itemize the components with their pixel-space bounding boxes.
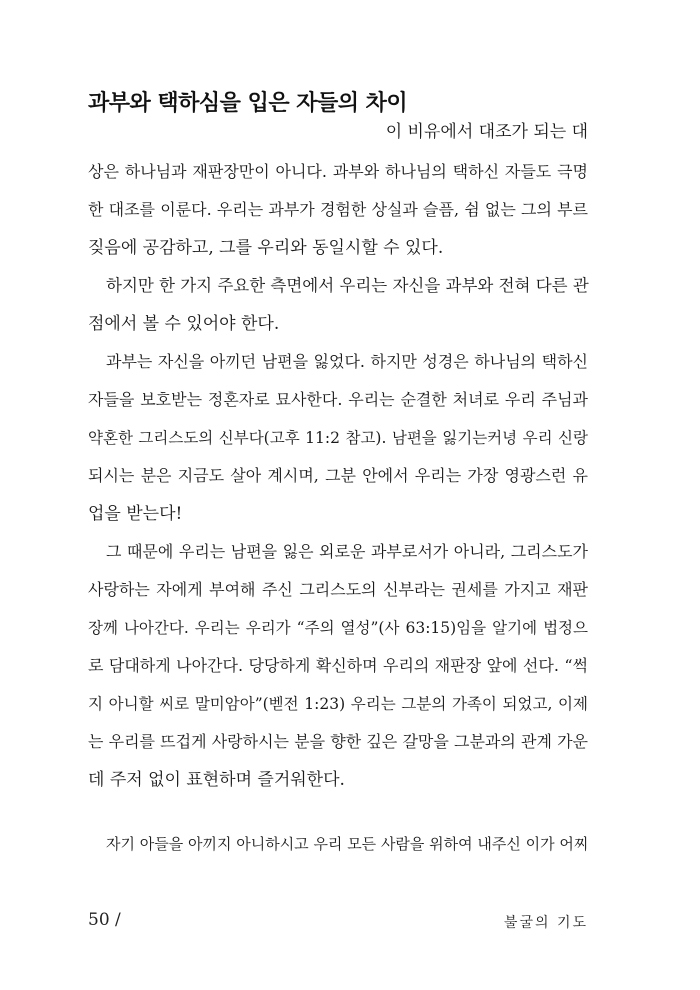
body-line: 과부는 자신을 아끼던 남편을 잃었다. 하지만 성경은 하나님의 택하신 [106,352,588,371]
body-line: 한 대조를 이룬다. 우리는 과부가 경험한 상실과 슬픔, 쉼 없는 그의 부르 [88,200,588,219]
body-line: 자기 아들을 아끼지 아니하시고 우리 모든 사람을 위하여 내주신 이가 어찌 [106,835,589,853]
section-heading: 과부와 택하심을 입은 자들의 차이 [88,91,408,116]
body-line: 상은 하나님과 재판장만이 아니다. 과부와 하나님의 택하신 자들도 극명 [88,162,588,181]
body-line: 짖음에 공감하고, 그를 우리와 동일시할 수 있다. [88,238,444,258]
body-line: 는 우리를 뜨겁게 사랑하시는 분을 향한 깊은 갈망을 그분과의 관계 가운 [88,732,588,751]
body-line: 데 주저 없이 표현하며 즐거워한다. [88,770,345,790]
body-line: 점에서 볼 수 있어야 한다. [88,314,280,334]
body-line: 지 아니할 씨로 말미암아”(벧전 1:23) 우리는 그분의 가족이 되었고, 이제 [88,695,588,713]
body-line: 이 비유에서 대조가 되는 대 [385,122,588,142]
body-line: 사랑하는 자에게 부여해 주신 그리스도의 신부라는 권세를 가지고 재판 [88,580,588,599]
page-number: 50 / [88,910,121,930]
body-line: 되시는 분은 지금도 살아 계시며, 그분 안에서 우리는 가장 영광스런 유 [88,466,588,485]
running-book-title: 불굴의 기도 [503,915,588,931]
body-line: 하지만 한 가지 주요한 측면에서 우리는 자신을 과부와 전혀 다른 관 [106,276,589,295]
body-line: 약혼한 그리스도의 신부다(고후 11:2 참고). 남편을 잃기는커녕 우리 신랑 [88,429,588,447]
body-line: 로 담대하게 나아간다. 당당하게 확신하며 우리의 재판장 앞에 선다. “썩 [88,656,588,675]
body-line: 그 때문에 우리는 남편을 잃은 외로운 과부로서가 아니라, 그리스도가 [106,542,588,561]
body-line: 업을 받는다! [88,504,183,524]
body-line: 자들을 보호받는 정혼자로 묘사한다. 우리는 순결한 처녀로 우리 주님과 [88,390,588,409]
body-line: 장께 나아간다. 우리는 우리가 “주의 열성”(사 63:15)임을 알기에 법정으 [88,619,588,637]
